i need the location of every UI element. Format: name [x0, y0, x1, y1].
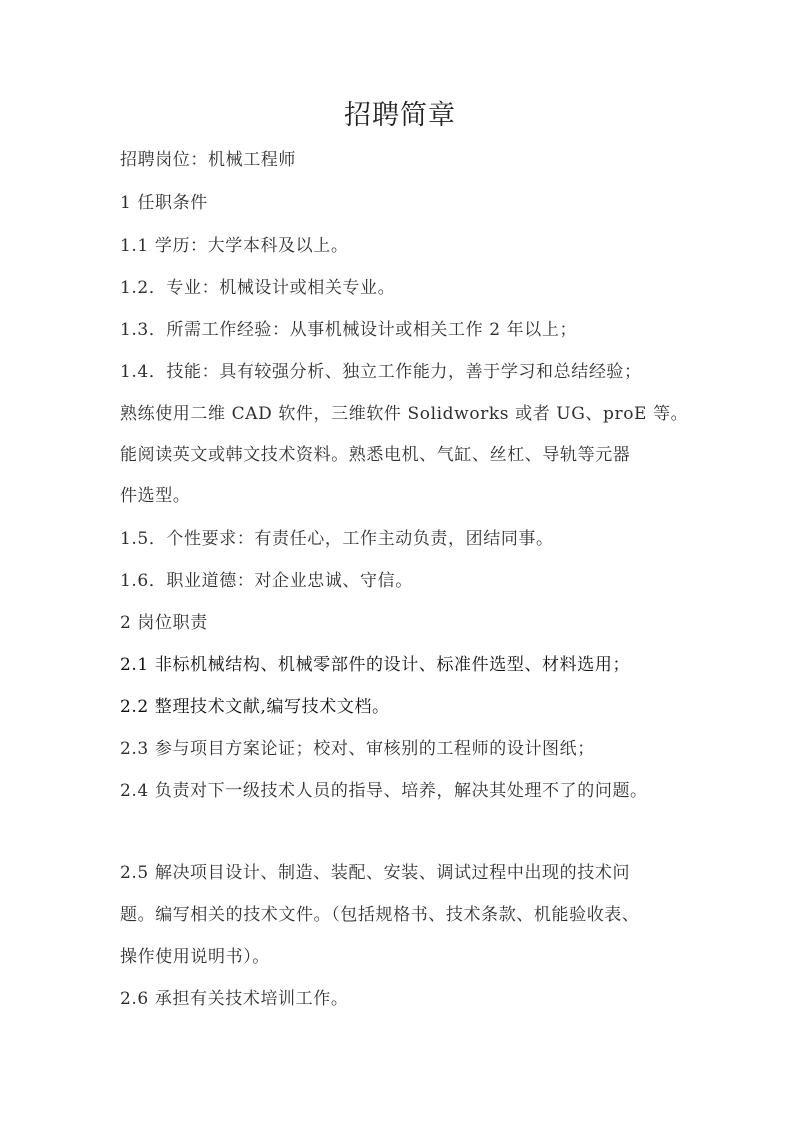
duty-5-line1: 2.5 解决项目设计、制造、装配、安装、调试过程中出现的技术问 [120, 863, 631, 883]
recruit-position: 招聘岗位：机械工程师 [120, 150, 296, 170]
document-title: 招聘简章 [344, 100, 456, 131]
requirement-skills-line3: 能阅读英文或韩文技术资料。熟悉电机、气缸、丝杠、导轨等元器 [120, 445, 631, 465]
duty-5-line3: 操作使用说明书）。 [120, 947, 270, 967]
requirement-skills-line4: 件选型。 [120, 486, 191, 506]
requirement-education: 1.1 学历：大学本科及以上。 [120, 236, 349, 256]
requirement-skills-line2: 熟练使用二维 CAD 软件，三维软件 Solidworks 或者 UG、proE 等。 [120, 404, 689, 424]
requirement-experience: 1.3．所需工作经验：从事机械设计或相关工作 2 年以上； [120, 320, 578, 340]
requirement-major: 1.2．专业：机械设计或相关专业。 [120, 278, 396, 298]
duty-4: 2.4 负责对下一级技术人员的指导、培养，解决其处理不了的问题。 [120, 781, 648, 801]
section2-heading: 2 岗位职责 [120, 613, 208, 633]
duty-2: 2.2 整理技术文献,编写技术文档。 [120, 697, 390, 717]
requirement-skills-line1: 1.4．技能：具有较强分析、独立工作能力，善于学习和总结经验； [120, 362, 642, 382]
duty-1: 2.1 非标机械结构、机械零部件的设计、标准件选型、材料选用； [120, 655, 631, 675]
requirement-personality: 1.5．个性要求：有责任心，工作主动负责，团结同事。 [120, 529, 554, 549]
section1-heading: 1 任职条件 [120, 193, 208, 213]
duty-5-line2: 题。编写相关的技术文件。（包括规格书、技术条款、机能验收表、 [120, 905, 640, 925]
duty-6: 2.6 承担有关技术培训工作。 [120, 989, 349, 1009]
duty-3: 2.3 参与项目方案论证；校对、审核别的工程师的设计图纸； [120, 739, 595, 759]
requirement-ethics: 1.6．职业道德：对企业忠诚、守信。 [120, 571, 413, 591]
